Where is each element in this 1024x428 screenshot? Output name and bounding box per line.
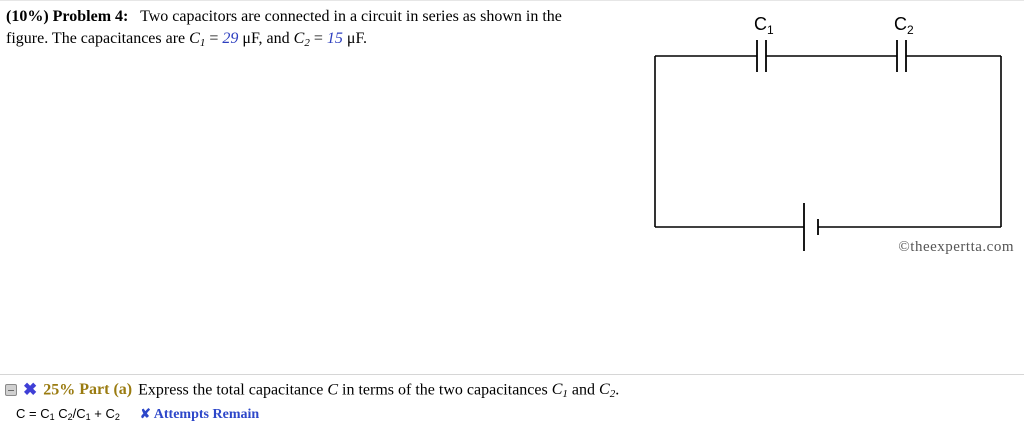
c1-value: 29 — [222, 30, 239, 47]
circuit-wires — [655, 56, 1001, 227]
equals-sign: = — [309, 30, 327, 47]
figure-credit: ©theexpertta.com — [898, 239, 1014, 255]
unit-text: μF. — [342, 30, 368, 47]
capacitor-c1 — [757, 40, 766, 72]
part-percent: 25% — [43, 381, 76, 399]
unit-text: μF, and — [238, 30, 294, 47]
capacitor-c2 — [897, 40, 906, 72]
answer-row — [16, 405, 259, 423]
c1-symbol: $C_1$ — [189, 30, 206, 49]
problem-percent: (10%) — [6, 8, 49, 25]
hint-icon[interactable] — [5, 384, 17, 396]
part-label: Part (a) — [79, 381, 133, 399]
part-a-header — [5, 380, 619, 400]
circuit-diagram — [620, 6, 1020, 266]
c2-figure-label: $C_2$ — [894, 14, 914, 37]
problem-number: Problem 4: — [52, 8, 129, 25]
c1-figure-label: $C_1$ — [754, 14, 774, 37]
battery — [804, 203, 818, 251]
c2-value: 15 — [326, 30, 343, 47]
status-x-icon: ✖ — [23, 380, 38, 400]
top-border — [0, 0, 1024, 1]
problem-statement — [6, 6, 606, 50]
part-prompt: Express the total capacitance C in terms of the two capacitances $C_1$ and $C_2$. — [138, 381, 620, 401]
submitted-answer: $C = C_1$ $C_2/C_1 + C_2$ — [16, 406, 120, 422]
circuit-figure — [620, 6, 1020, 266]
attempts-x-icon: ✘ — [139, 406, 151, 421]
c2-symbol: $C_2$ — [293, 30, 310, 49]
attempts-label: Attempts Remain — [153, 407, 260, 422]
part-divider — [0, 374, 1024, 375]
attempts-remain — [140, 407, 259, 422]
equals-sign: = — [205, 30, 223, 47]
problem-intro: Two capacitors are connected in a circuit in series as shown in the figure. The capacitances are — [6, 8, 562, 47]
